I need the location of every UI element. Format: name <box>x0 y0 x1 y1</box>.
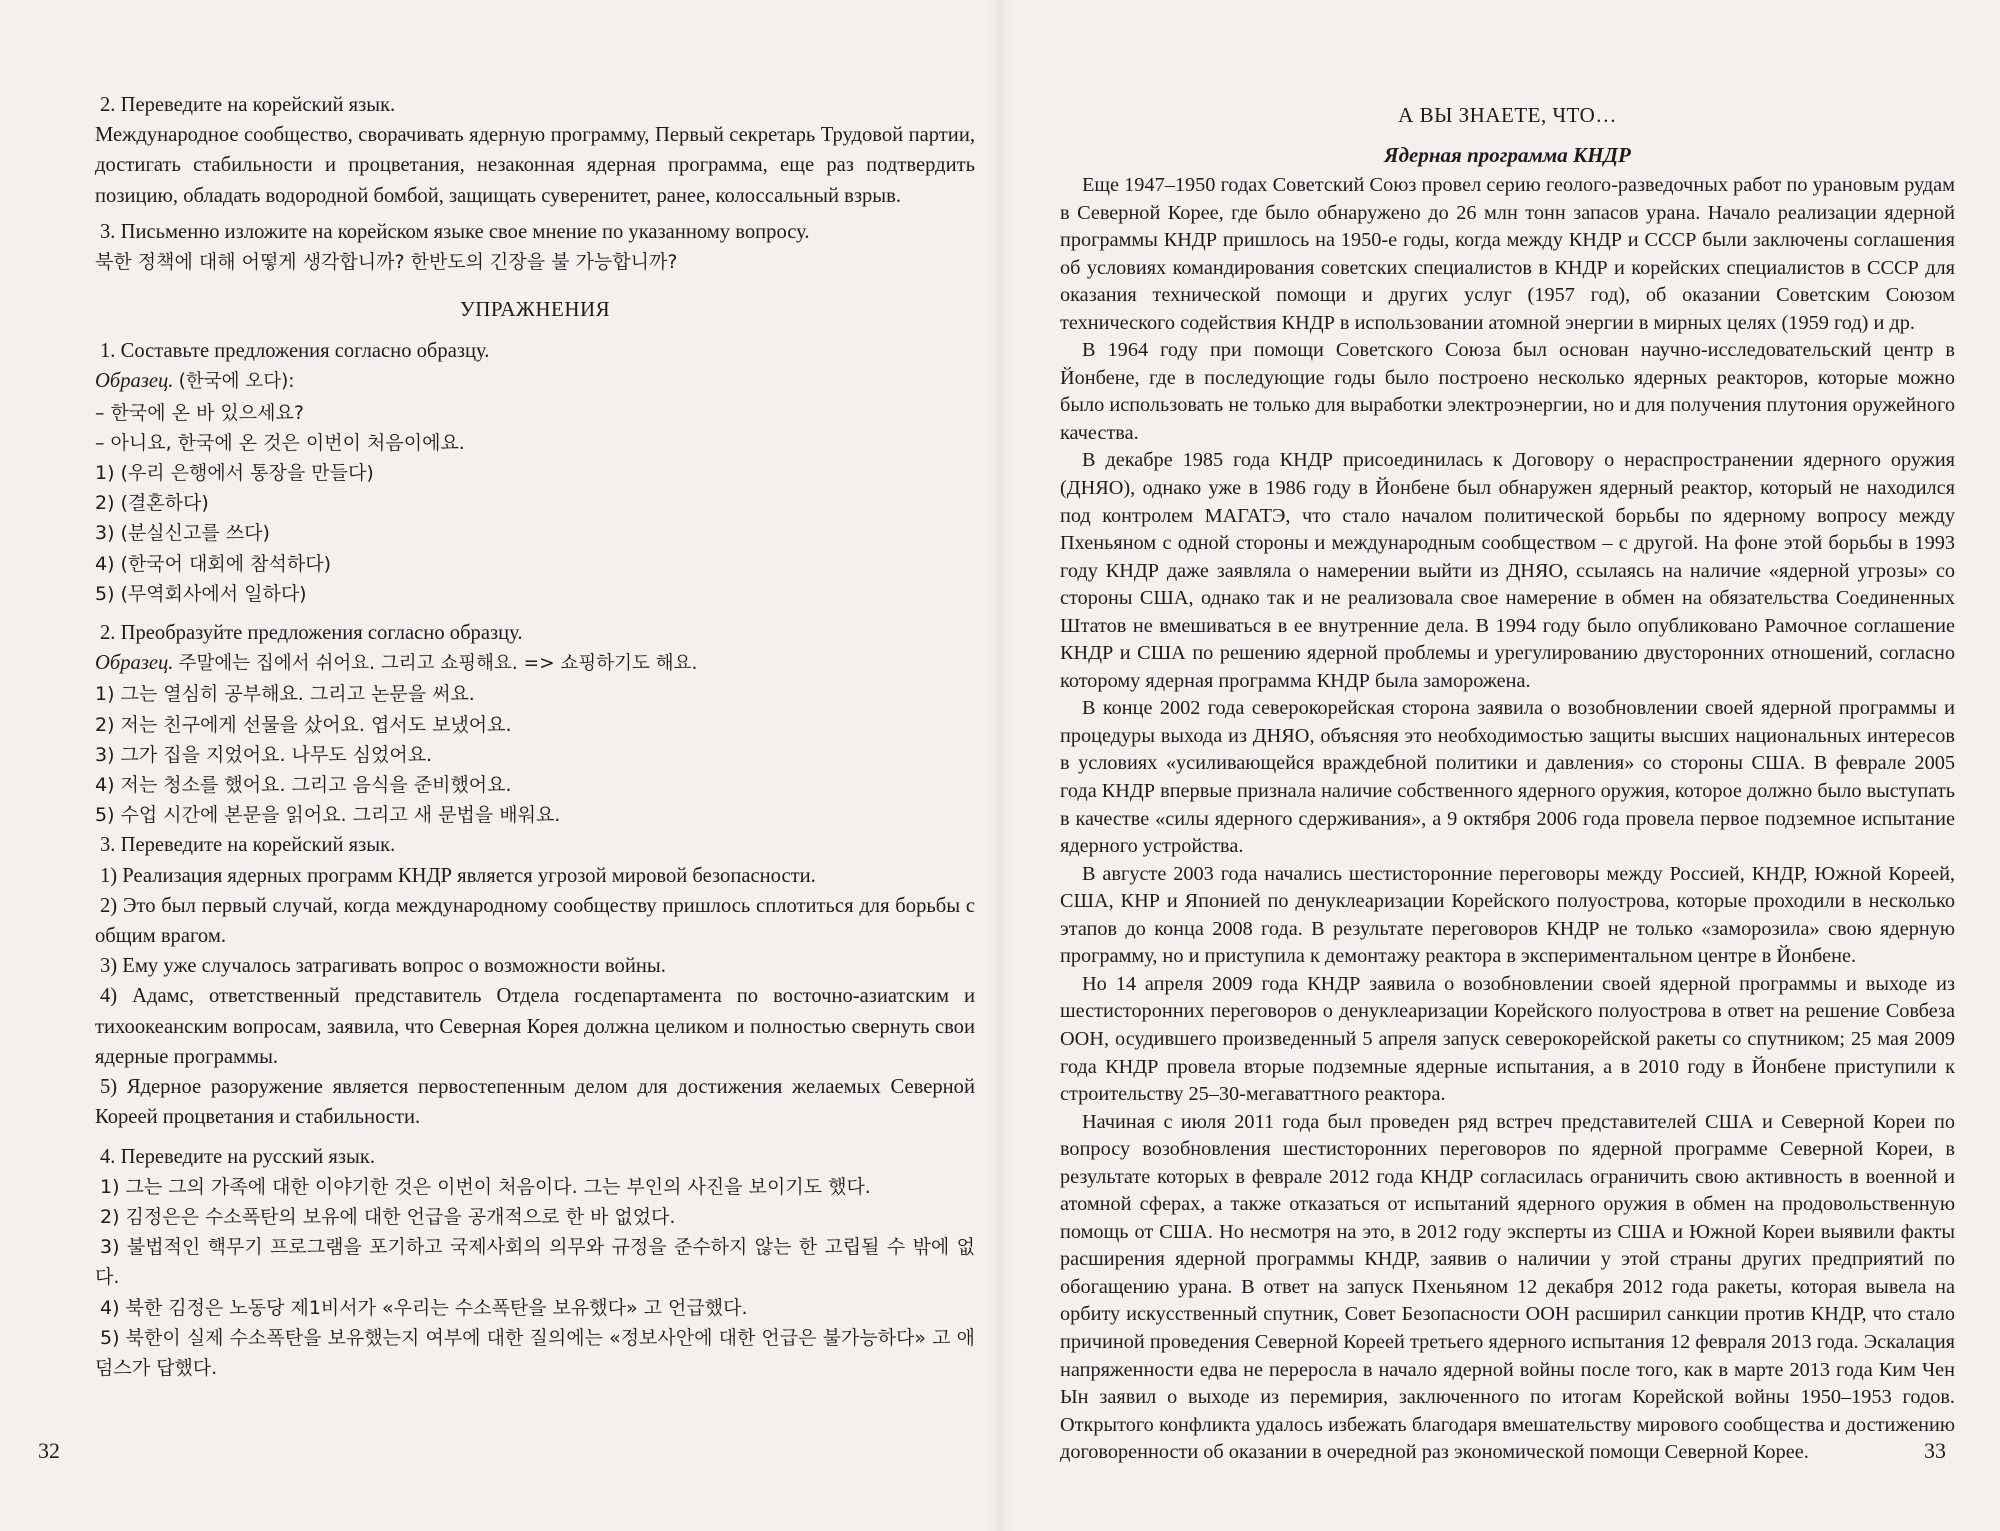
task3-text: 북한 정책에 대해 어떻게 생각합니까? 한반도의 긴장을 불 가능합니까? <box>95 251 678 274</box>
page-number: 33 <box>1924 1438 1946 1463</box>
article-paragraph: В конце 2002 года северокорейская сторона заявила о возобновлении своей ядерной программы и процедуры выхода из ДНЯО, объясняя это необходимостью защиты высших национальных интересов в условиях «усиливающейся враждебной политики и давления» со стороны США. В феврале 2005 года КНДР впервые признала наличие собственного ядерного оружия, которое должно было выступать в качестве «силы ядерного сдерживания», а 9 октября 2006 года провела первое подземное испытание ядерного устройства. <box>1060 697 1955 858</box>
list-item: 3) 불법적인 핵무기 프로그램을 포기하고 국제사회의 의무와 규정을 준수하지 않는 한 고립될 수 밖에 없다. <box>95 1236 975 1289</box>
task2-text: Международное сообщество, сворачивать ядерную программу, Первый секретарь Трудовой партии, достигать стабильности и процветания, незаконная ядерная программа, еще раз подтвердить позицию, обладать водородной бомбой, защищать суверенитет, ранее, колоссальный взрыв. <box>95 124 975 207</box>
ex2-title: 2. Преобразуйте предложения согласно образцу. <box>100 622 523 645</box>
list-item: 2) 저는 친구에게 선물을 샀어요. 엽서도 보냈어요. <box>95 713 512 736</box>
sample-text: (한국에 오다): <box>178 371 295 393</box>
article-paragraph: В августе 2003 года начались шестисторонние переговоры между Россией, КНДР, Южной Кореей, США, КНР и Японией по денуклеаризации Корейского полуострова, которые проходили в несколько этапов до конца 2008 года. В результате переговоров КНДР не только «заморозила» свою ядерную программу, но и приступила к демонтажу реактора в экспериментальном центре в Йонбене. <box>1060 862 1955 968</box>
exercises-heading: УПРАЖНЕНИЯ <box>459 297 611 322</box>
list-item: 1) Реализация ядерных программ КНДР является угрозой мировой безопасности. <box>100 864 816 887</box>
page-number: 32 <box>38 1438 60 1463</box>
ex3-title: 3. Переведите на корейский язык. <box>100 834 396 857</box>
list-item: 2) 김정은은 수소폭탄의 보유에 대한 언급을 공개적으로 한 바 없었다. <box>100 1205 676 1228</box>
article-title: Ядерная программа КНДР <box>1384 143 1631 167</box>
task2-title: 2. Переведите на корейский язык. <box>100 94 396 116</box>
list-item: 4) Адамс, ответственный представитель Отдела госдепартамента по восточно-азиатским и тихоокеанским вопросам, заявила, что Северная Корея должна целиком и полностью свернуть свои ядерные программы. <box>95 985 975 1068</box>
list-item: 5) Ядерное разоружение является первостепенным делом для достижения желаемых Северной Кореей процветания и стабильности. <box>95 1076 975 1129</box>
list-item: 2) Это был первый случай, когда международному сообществу пришлось сплотиться для борьбы с общим врагом. <box>95 894 975 948</box>
section-heading: А ВЫ ЗНАЕТЕ, ЧТО… <box>1398 103 1617 127</box>
ex2-sample <box>95 648 975 679</box>
right-page <box>1000 0 2000 1531</box>
article-paragraph: В декабре 1985 года КНДР присоединилась к Договору о нераспространении ядерного оружия (ДНЯО), однако уже в 1986 году в Йонбене был обнаружен ядерный реактор, который не находился под контролем МАГАТЭ, что стало началом политической борьбы по ядерному вопросу между Пхеньяном с одной стороны и международным сообществом – с другой. На фоне этой борьбы в 1993 году КНДР даже заявляла о намерении выйти из ДНЯО, ссылаясь на наличие «ядерной угрозы» со стороны США, однако так и не реализовала свое намерение в обмен на обязательства Соединенных Штатов не вмешиваться в ее внутренние дела. В 1994 году было опубликовано Рамочное соглашение КНДР и США по решению ядерной проблемы и урегулированию двусторонних отношений, согласно которому ядерная программа КНДР была заморожена. <box>1060 449 1955 692</box>
sample-text: 주말에는 집에서 쉬어요. 그리고 쇼핑해요. => 쇼핑하기도 해요. <box>178 653 698 675</box>
sample-label: Образец. <box>95 652 174 675</box>
list-item: 5) (무역회사에서 일하다) <box>95 582 307 605</box>
list-item: 4) (한국어 대회에 참석하다) <box>95 552 331 575</box>
list-item: 1) 그는 열심히 공부해요. 그리고 논문을 써요. <box>95 683 475 706</box>
list-item: 3) Ему уже случалось затрагивать вопрос о возможности войны. <box>100 955 666 978</box>
list-item: 1) (우리 은행에서 통장을 만들다) <box>95 462 374 485</box>
ex4-title: 4. Переведите на русский язык. <box>100 1145 376 1168</box>
article-paragraph: В 1964 году при помощи Советского Союза был основан научно-исследовательский центр в Йонбене, где в последующие годы было построено несколько ядерных реакторов, которые можно было использовать не только для выработки электроэнергии, но и для получения плутония оружейного качества. <box>1060 339 1955 444</box>
dialog-line: – 아니요, 한국에 온 것은 이번이 처음이에요. <box>95 431 465 454</box>
list-item: 1) 그는 그의 가족에 대한 이야기한 것은 이번이 처음이다. 그는 부인의 사진을 보이기도 했다. <box>100 1175 871 1198</box>
list-item: 2) (결혼하다) <box>95 492 209 515</box>
task3-title: 3. Письменно изложите на корейском языке свое мнение по указанному вопросу. <box>100 220 810 243</box>
list-item: 3) (분실신고를 쓰다) <box>95 522 270 545</box>
ex1-sample <box>95 366 975 397</box>
ex1-title: 1. Составьте предложения согласно образцу. <box>100 340 490 363</box>
article-paragraph: Еще 1947–1950 годах Советский Союз провел серию геолого-разведочных работ по урановым рудам в Северной Корее, где было обнаружено до 26 млн тонн запасов урана. Начало реализации ядерной программы КНДР пришлось на 1950-е годы, когда между КНДР и СССР были заключены соглашения об условиях командирования советских специалистов в КНДР и корейских специалистов в СССР для оказания технической помощи и других услуг (1957 год), об оказании Советским Союзом технического содействия КНДР в использовании атомной энергии в мирных целях (1959 год) и др. <box>1060 174 1955 334</box>
list-item: 5) 수업 시간에 본문을 읽어요. 그리고 새 문법을 배워요. <box>95 804 561 827</box>
article-paragraph: Начиная с июля 2011 года был проведен ряд встреч представителей США и Северной Кореи по вопросу возобновления шестисторонних переговоров по ядерной программе Северной Кореи, в результате которых в феврале 2012 года КНДР согласилась ограничить свою активность в военной и атомной сферах, а также отказаться от испытаний ядерного оружия в обмен на продовольственную помощь от США. Но несмотря на это, в 2012 году эксперты из США и Южной Кореи выявили факты расширения ядерной программы КНДР, заявив о наличии у этой страны других предприятий по обогащению урана. В ответ на запуск Пхеньяном 12 декабря 2012 года ракеты, которая вывела на орбиту искусственный спутник, Совет Безопасности ООН расширил санкции против КНДР, что стало причиной проведения Северной Кореей третьего ядерного испытания 12 февраля 2013 года. Эскалация напряженности едва не переросла в начало ядерной войны после того, как в марте 2013 года Ким Чен Ын заявил о выходе из перемирия, заключенного по итогам Корейской войны 1950–1953 годов. Открытого конфликта удалось избежать благодаря вмешательству мирового сообщества и достижению договоренности об оказании в очередной раз экономической помощи Северной Корее. <box>1060 1110 1955 1464</box>
list-item: 4) 저는 청소를 했어요. 그리고 음식을 준비했어요. <box>95 774 512 797</box>
article-paragraph: Но 14 апреля 2009 года КНДР заявила о возобновлении своей ядерной программы и выходе из шестисторонних переговоров о денуклеаризации Корейского полуострова в ответ на решение Совбеза ООН, осудившего произведенный 5 апреля запуск северокорейской ракеты со спутником; 25 мая 2009 года КНДР провела вторые подземные ядерные испытания, а в 2010 году в Йонбене приступили к строительству 25–30-мегаваттного реактора. <box>1060 972 1955 1106</box>
list-item: 4) 북한 김정은 노동당 제1비서가 «우리는 수소폭탄을 보유했다» 고 언급했다. <box>100 1296 748 1319</box>
list-item: 3) 그가 집을 지었어요. 나무도 심었어요. <box>95 743 433 766</box>
list-item: 5) 북한이 실제 수소폭탄을 보유했는지 여부에 대한 질의에는 «정보사안에 대한 언급은 불가능하다» 고 애덤스가 답했다. <box>95 1326 975 1379</box>
dialog-line: – 한국에 온 바 있으세요? <box>95 401 304 424</box>
sample-label: Образец. <box>95 370 174 393</box>
